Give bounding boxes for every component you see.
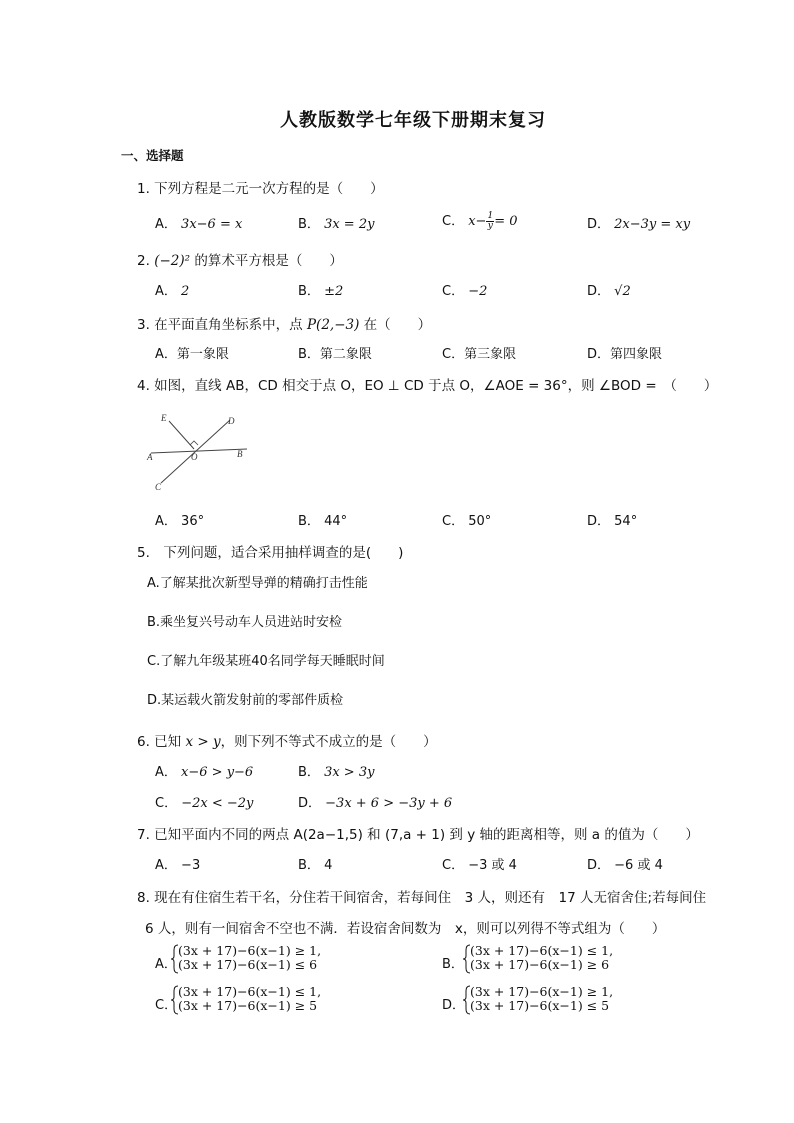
q6-option-b[interactable] [298, 761, 374, 780]
q6-option-b-text: 3x > 3y [324, 765, 375, 780]
q8-option-d-line-1: (3x + 17)−6(x−1) ≥ 1, [470, 984, 614, 999]
label-c: C [155, 482, 162, 492]
label-o: O [191, 452, 198, 462]
question-8-stem-line-2: 6 人，则有一间宿舍不空也不满．若设宿舍间数为 x，则可以列得不等式组为（ ） [145, 921, 666, 937]
q1-option-d-label: D． [587, 217, 611, 232]
q6-option-c[interactable] [155, 792, 253, 811]
q2-option-b[interactable] [298, 280, 343, 299]
q6-option-b-label: B． [298, 765, 320, 780]
question-3-stem [137, 313, 431, 333]
q3-stem-pre: 3. 在平面直角坐标系中，点 [137, 317, 303, 333]
q6-option-c-label: C． [155, 796, 178, 811]
q8-option-c-line-2: (3x + 17)−6(x−1) ≥ 5 [178, 998, 318, 1013]
q2-option-c-text: −2 [468, 284, 488, 299]
q7-option-b-label: B． [298, 858, 320, 873]
q2-option-c-label: C． [442, 284, 465, 299]
q8-option-d-line-2: (3x + 17)−6(x−1) ≤ 5 [470, 998, 610, 1013]
q2-option-a[interactable] [155, 280, 189, 299]
page-title: 人教版数学七年级下册期末复习 [280, 110, 546, 131]
q2-option-c[interactable] [442, 280, 487, 299]
q5-option-d[interactable]: D.某运载火箭发射前的零部件质检 [147, 693, 344, 708]
q1-option-d[interactable] [587, 213, 690, 232]
q4-option-d[interactable] [587, 510, 637, 529]
question-5-stem: 5. 下列问题，适合采用抽样调查的是( ) [137, 545, 404, 561]
q2-stem-pre: 2. [137, 253, 150, 269]
q6-option-a-text: x−6 > y−6 [181, 765, 254, 780]
q8-option-a-line-2: (3x + 17)−6(x−1) ≤ 6 [178, 957, 318, 972]
q6-stem-pre: 6. 已知 [137, 734, 182, 750]
q8-option-b-line-2: (3x + 17)−6(x−1) ≥ 6 [470, 957, 610, 972]
q4-option-c-label: C． [442, 514, 465, 529]
q8-option-b-label[interactable]: B． [442, 957, 464, 972]
q3-option-a[interactable]: A．第一象限 [155, 347, 229, 362]
q1-option-d-text: 2x−3y = xy [614, 217, 691, 232]
q6-option-d-label: D． [298, 796, 322, 811]
q8-option-c-label[interactable]: C． [155, 998, 178, 1013]
q1-option-a[interactable] [155, 213, 242, 232]
q2-stem-post: 的算术平方根是（ ） [194, 253, 343, 269]
q6-stem-math: x > y [185, 734, 221, 750]
q7-option-d[interactable] [587, 854, 663, 873]
label-b: B [237, 449, 243, 459]
q2-option-d-label: D． [587, 284, 611, 299]
q2-option-b-label: B． [298, 284, 320, 299]
q1-option-c-label: C． [442, 214, 465, 229]
q7-option-c-text: −3 或 4 [468, 858, 517, 873]
q8-option-b-line-1: (3x + 17)−6(x−1) ≤ 1, [470, 943, 614, 958]
q4-option-b-label: B． [298, 514, 320, 529]
q7-option-a-text: −3 [181, 858, 201, 873]
q8-option-c-line-1: (3x + 17)−6(x−1) ≤ 1, [178, 984, 322, 999]
q4-figure [143, 408, 255, 496]
right-angle-mark [190, 441, 198, 445]
q6-option-c-text: −2x < −2y [181, 796, 254, 811]
q5-option-a[interactable]: A.了解某批次新型导弹的精确打击性能 [147, 576, 368, 591]
q4-option-b[interactable] [298, 510, 347, 529]
q4-option-d-text: 54° [614, 514, 638, 529]
q4-option-a-label: A． [155, 514, 177, 529]
q8-option-b-brace-icon [462, 944, 472, 974]
q7-option-a-label: A． [155, 858, 177, 873]
q3-stem-math: P(2,−3) [306, 317, 360, 333]
q4-option-d-label: D． [587, 514, 611, 529]
q2-option-d[interactable] [587, 280, 631, 299]
q8-option-a-brace-icon [170, 944, 180, 974]
question-4-stem: 4. 如图，直线 AB，CD 相交于点 O，EO ⊥ CD 于点 O，∠AOE = 36°，则 ∠BOD = （ ） [137, 378, 718, 394]
q1-option-b[interactable] [298, 213, 374, 232]
q7-option-a[interactable] [155, 854, 200, 873]
q6-option-d-text: −3x + 6 > −3y + 6 [325, 796, 453, 811]
q3-option-d[interactable]: D．第四象限 [587, 347, 663, 362]
q5-option-b[interactable]: B.乘坐复兴号动车人员进站时安检 [147, 615, 343, 630]
q7-option-b[interactable] [298, 854, 332, 873]
question-1-stem: 1. 下列方程是二元一次方程的是（ ） [137, 181, 384, 197]
q3-option-c[interactable]: C．第三象限 [442, 347, 517, 362]
label-d: D [228, 416, 235, 426]
q8-option-d-label[interactable]: D． [442, 998, 466, 1013]
q4-option-b-text: 44° [324, 514, 348, 529]
line-ab [151, 449, 247, 453]
q1-option-a-text: 3x−6 = x [181, 217, 243, 232]
q4-option-c-text: 50° [468, 514, 492, 529]
q7-option-d-label: D． [587, 858, 611, 873]
question-8-stem-line-1: 8. 现在有住宿生若干名，分住若干间宿舍，若每间住 3 人，则还有 17 人无宿舍住;若每间住 [137, 890, 707, 906]
section-heading: 一、选择题 [121, 148, 184, 163]
label-a: A [147, 452, 153, 462]
q2-option-a-text: 2 [181, 284, 190, 299]
q4-option-a-text: 36° [181, 514, 205, 529]
question-6-stem [137, 730, 437, 750]
q8-option-a-line-1: (3x + 17)−6(x−1) ≥ 1, [178, 943, 322, 958]
q2-option-a-label: A． [155, 284, 177, 299]
q4-option-a[interactable] [155, 510, 204, 529]
q7-option-c[interactable] [442, 854, 517, 873]
q6-option-d[interactable] [298, 792, 452, 811]
q5-option-c[interactable]: C.了解九年级某班40名同学每天睡眠时间 [147, 654, 385, 669]
q8-option-c-brace-icon [170, 985, 180, 1015]
q2-option-d-text: √2 [614, 284, 631, 299]
q1-option-b-label: B． [298, 217, 320, 232]
q6-option-a-label: A． [155, 765, 177, 780]
label-e: E [161, 413, 167, 423]
q1-option-c-pre: x− [468, 214, 487, 229]
q8-option-d-system[interactable] [470, 985, 613, 1013]
question-7-stem: 7. 已知平面内不同的两点 A(2a−1,5) 和 (7,a + 1) 到 y 轴的距离相等，则 a 的值为（ ） [137, 827, 699, 843]
q1-option-a-label: A． [155, 217, 177, 232]
q8-option-d-brace-icon [462, 985, 472, 1015]
q1-option-c-post: = 0 [494, 214, 518, 229]
q6-stem-post: ，则下列不等式不成立的是（ ） [220, 734, 437, 750]
q2-option-b-text: ±2 [324, 284, 344, 299]
q7-option-c-label: C． [442, 858, 465, 873]
q8-option-b-system[interactable] [470, 944, 613, 972]
q3-stem-post: 在（ ） [363, 317, 432, 333]
q7-option-b-text: 4 [324, 858, 333, 873]
q3-option-b[interactable]: B．第二象限 [298, 347, 372, 362]
question-2-stem [137, 249, 343, 269]
q8-option-c-system[interactable] [178, 985, 321, 1013]
q1-option-c[interactable] [442, 210, 517, 231]
q6-option-a[interactable] [155, 761, 253, 780]
q8-option-a-label[interactable]: A． [155, 957, 177, 972]
q1-option-b-text: 3x = 2y [324, 217, 375, 232]
q4-option-c[interactable] [442, 510, 491, 529]
q2-stem-math: (−2)² [154, 253, 191, 269]
q1-option-c-numerator: 1 [487, 211, 494, 221]
q1-option-c-denominator: y [487, 221, 493, 231]
q7-option-d-text: −6 或 4 [614, 858, 663, 873]
q8-option-a-system[interactable] [178, 944, 321, 972]
